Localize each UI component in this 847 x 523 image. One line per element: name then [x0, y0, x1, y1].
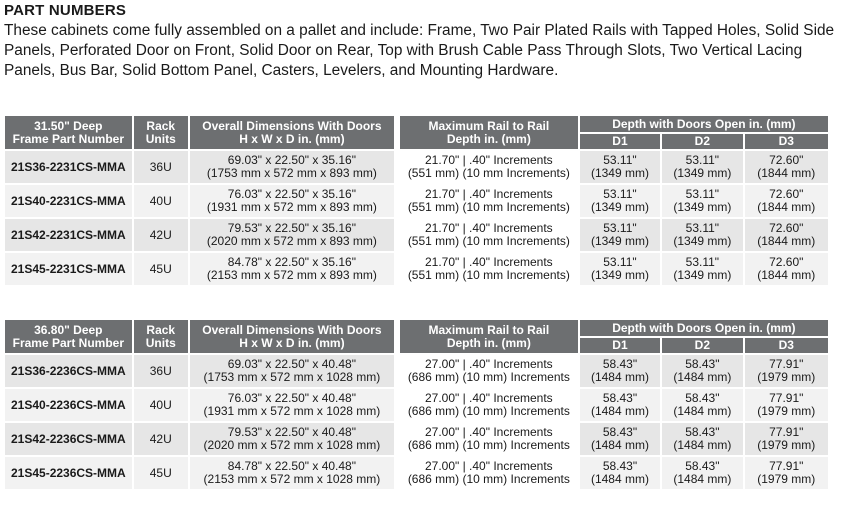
header-depth-doors-open: Depth with Doors Open in. (mm): [580, 320, 828, 338]
line-2: (686 mm) (10 mm) Increments: [407, 472, 570, 486]
line-1: 53.11": [685, 153, 720, 167]
d2-cell: [662, 253, 744, 287]
header-overall-dimensions: [190, 320, 396, 355]
line-1: 53.11": [603, 153, 637, 167]
line-2: (1349 mm): [673, 234, 732, 248]
dimensions-cell: [190, 253, 396, 287]
table-row: [5, 185, 828, 219]
line-1: 21.70" | .40" Increments: [424, 187, 553, 201]
line-1: 27.00" | .40" Increments: [424, 425, 553, 439]
line-2: (1979 mm): [757, 472, 816, 486]
dimensions-cell: [190, 219, 396, 253]
rail-depth-cell: [400, 389, 580, 423]
line-1: Overall Dimensions With Doors: [202, 322, 382, 337]
line-1: 27.00" | .40" Increments: [424, 459, 553, 473]
line-2: (1349 mm): [673, 200, 732, 214]
d3-cell: [745, 389, 828, 423]
line-2: (2153 mm x 572 mm x 1028 mm): [203, 472, 381, 486]
part-number-cell: 21S40-2236CS-MMA: [5, 389, 134, 423]
line-2: (1349 mm): [590, 234, 649, 248]
d3-cell: [745, 457, 828, 491]
line-2: (1349 mm): [590, 166, 649, 180]
line-1: 72.60": [769, 187, 804, 201]
header-d1: D1: [580, 134, 662, 151]
line-1: 58.43": [685, 425, 720, 439]
part-number-cell: 21S42-2231CS-MMA: [5, 219, 134, 253]
line-1: 72.60": [769, 221, 804, 235]
d2-cell: [662, 185, 744, 219]
line-2: (1844 mm): [757, 166, 816, 180]
line-1: 31.50" Deep: [34, 118, 103, 133]
part-number-cell: 21S45-2236CS-MMA: [5, 457, 134, 491]
line-1: 69.03" x 22.50" x 40.48": [227, 357, 356, 371]
line-2: (686 mm) (10 mm) Increments: [407, 370, 570, 384]
line-1: Overall Dimensions With Doors: [202, 118, 382, 133]
table-row: [5, 219, 828, 253]
line-1: Rack: [146, 118, 176, 133]
line-1: 58.43": [685, 459, 720, 473]
line-2: (1753 mm x 572 mm x 1028 mm): [203, 370, 381, 384]
line-2: (1844 mm): [757, 234, 816, 248]
line-1: 53.11": [685, 255, 720, 269]
header-max-rail-depth: [400, 116, 580, 151]
d2-cell: [662, 457, 744, 491]
line-2: (1844 mm): [757, 200, 816, 214]
line-1: 53.11": [685, 187, 720, 201]
d3-cell: [745, 423, 828, 457]
line-2: (551 mm) (10 mm Increments): [407, 166, 570, 180]
rail-depth-cell: [400, 457, 580, 491]
line-2: (1844 mm): [757, 268, 816, 282]
line-1: 58.43": [602, 459, 638, 473]
line-2: (1484 mm): [673, 404, 732, 418]
line-2: (1979 mm): [757, 438, 816, 452]
d2-cell: [662, 355, 744, 389]
d1-cell: [580, 355, 662, 389]
dimensions-cell: [190, 185, 396, 219]
d1-cell: [580, 389, 662, 423]
spec-table-1: [5, 116, 828, 287]
line-2: (551 mm) (10 mm Increments): [407, 268, 570, 282]
line-1: 53.11": [603, 187, 637, 201]
line-1: 84.78" x 22.50" x 40.48": [227, 459, 356, 473]
line-2: (686 mm) (10 mm) Increments: [407, 438, 570, 452]
dimensions-cell: [190, 389, 396, 423]
part-number-cell: 21S45-2231CS-MMA: [5, 253, 134, 287]
header-rack-units: [134, 116, 190, 151]
header-d2: D2: [662, 134, 744, 151]
line-1: 77.91": [769, 459, 804, 473]
line-2: (1753 mm x 572 mm x 893 mm): [206, 166, 377, 180]
line-1: 58.43": [602, 357, 638, 371]
dimensions-cell: [190, 151, 396, 185]
d2-cell: [662, 423, 744, 457]
header-d2: D2: [662, 338, 744, 355]
line-1: 72.60": [769, 153, 804, 167]
line-1: 36.80" Deep: [34, 322, 103, 337]
rack-units-cell: 42U: [134, 423, 190, 457]
d1-cell: [580, 219, 662, 253]
line-2: (1484 mm): [590, 370, 649, 384]
line-1: Maximum Rail to Rail: [428, 322, 550, 337]
line-2: (551 mm) (10 mm Increments): [407, 200, 570, 214]
line-2: (1484 mm): [673, 370, 732, 384]
rail-depth-cell: [400, 185, 580, 219]
line-2: (1349 mm): [673, 268, 732, 282]
d3-cell: [745, 219, 828, 253]
line-1: 77.91": [769, 425, 804, 439]
d1-cell: [580, 185, 662, 219]
d1-cell: [580, 423, 662, 457]
table-row: [5, 423, 828, 457]
line-2: (686 mm) (10 mm) Increments: [407, 404, 570, 418]
rail-depth-cell: [400, 219, 580, 253]
d2-cell: [662, 389, 744, 423]
line-1: 58.43": [602, 425, 638, 439]
rack-units-cell: 45U: [134, 457, 190, 491]
part-number-cell: 21S42-2236CS-MMA: [5, 423, 134, 457]
line-2: (1349 mm): [590, 268, 649, 282]
line-2: (1484 mm): [590, 404, 649, 418]
d2-cell: [662, 151, 744, 185]
line-1: Maximum Rail to Rail: [428, 118, 550, 133]
rail-depth-cell: [400, 355, 580, 389]
header-overall-dimensions: [190, 116, 396, 151]
table-row: [5, 151, 828, 185]
rail-depth-cell: [400, 423, 580, 457]
d1-cell: [580, 151, 662, 185]
line-2: (1484 mm): [590, 472, 649, 486]
line-1: 72.60": [769, 255, 804, 269]
rack-units-cell: 42U: [134, 219, 190, 253]
intro-paragraph: These cabinets come fully assembled on a pallet and include: Frame, Two Pair Plated Rails with Tapped Holes, Solid Side Panels, Perforated Door on Front, Solid Door on Rear, Top with Brush Cable Pass Through Slots, Two Vertical Lacing Panels, Bus Bar, Solid Bottom Panel, Casters, Levelers, and Mounting Hardware.: [4, 22, 835, 79]
line-1: 27.00" | .40" Increments: [424, 357, 553, 371]
dimensions-cell: [190, 355, 396, 389]
part-number-cell: 21S36-2236CS-MMA: [5, 355, 134, 389]
header-row: [5, 116, 828, 134]
d3-cell: [745, 151, 828, 185]
part-number-cell: 21S40-2231CS-MMA: [5, 185, 134, 219]
line-2: (2020 mm x 572 mm x 893 mm): [206, 234, 377, 248]
line-1: 21.70" | .40" Increments: [424, 255, 553, 269]
line-1: 53.11": [685, 221, 720, 235]
header-part-number: [5, 116, 134, 151]
dimensions-cell: [190, 457, 396, 491]
header-row: [5, 320, 828, 338]
header-max-rail-depth: [400, 320, 580, 355]
line-2: (1979 mm): [757, 404, 816, 418]
line-1: 69.03" x 22.50" x 35.16": [227, 153, 356, 167]
line-2: Depth in. (mm): [446, 335, 531, 350]
line-2: Units: [145, 131, 176, 146]
header-rack-units: [134, 320, 190, 355]
header-depth-doors-open: Depth with Doors Open in. (mm): [580, 116, 828, 134]
table-row: [5, 355, 828, 389]
line-2: (2153 mm x 572 mm x 893 mm): [206, 268, 377, 282]
line-2: Units: [145, 335, 176, 350]
header-d1: D1: [580, 338, 662, 355]
line-1: 77.91": [769, 357, 804, 371]
line-2: Frame Part Number: [12, 335, 124, 350]
line-1: 21.70" | .40" Increments: [424, 153, 553, 167]
line-2: Frame Part Number: [12, 131, 124, 146]
line-2: (1349 mm): [673, 166, 732, 180]
spec-table-2: [5, 320, 828, 491]
line-1: Rack: [146, 322, 176, 337]
line-2: Depth in. (mm): [446, 131, 531, 146]
line-2: (1931 mm x 572 mm x 893 mm): [206, 200, 377, 214]
line-1: 27.00" | .40" Increments: [424, 391, 553, 405]
page-title: PART NUMBERS: [4, 2, 127, 19]
rack-units-cell: 40U: [134, 389, 190, 423]
part-number-cell: 21S36-2231CS-MMA: [5, 151, 134, 185]
line-1: 58.43": [602, 391, 638, 405]
line-1: 53.11": [603, 221, 637, 235]
d2-cell: [662, 219, 744, 253]
rack-units-cell: 45U: [134, 253, 190, 287]
line-2: (1484 mm): [590, 438, 649, 452]
line-1: 58.43": [685, 391, 720, 405]
header-part-number: [5, 320, 134, 355]
header-d3: D3: [745, 134, 828, 151]
rail-depth-cell: [400, 253, 580, 287]
line-2: (1484 mm): [673, 472, 732, 486]
line-1: 21.70" | .40" Increments: [424, 221, 553, 235]
line-1: 76.03" x 22.50" x 35.16": [227, 187, 356, 201]
dimensions-cell: [190, 423, 396, 457]
rail-depth-cell: [400, 151, 580, 185]
d3-cell: [745, 355, 828, 389]
line-1: 79.53" x 22.50" x 35.16": [227, 221, 356, 235]
line-1: 79.53" x 22.50" x 40.48": [227, 425, 356, 439]
line-1: 53.11": [603, 255, 637, 269]
d3-cell: [745, 185, 828, 219]
line-1: 77.91": [769, 391, 804, 405]
rack-units-cell: 36U: [134, 355, 190, 389]
rack-units-cell: 40U: [134, 185, 190, 219]
line-2: (1931 mm x 572 mm x 1028 mm): [203, 404, 381, 418]
table-row: [5, 457, 828, 491]
line-1: 76.03" x 22.50" x 40.48": [227, 391, 356, 405]
header-d3: D3: [745, 338, 828, 355]
d3-cell: [745, 253, 828, 287]
line-1: 58.43": [685, 357, 720, 371]
d1-cell: [580, 457, 662, 491]
table-row: [5, 389, 828, 423]
line-2: (1484 mm): [673, 438, 732, 452]
table-row: [5, 253, 828, 287]
line-2: (551 mm) (10 mm Increments): [407, 234, 570, 248]
line-1: 84.78" x 22.50" x 35.16": [227, 255, 356, 269]
rack-units-cell: 36U: [134, 151, 190, 185]
line-2: H x W x D in. (mm): [239, 335, 345, 350]
d1-cell: [580, 253, 662, 287]
line-2: (2020 mm x 572 mm x 1028 mm): [203, 438, 381, 452]
line-2: H x W x D in. (mm): [239, 131, 345, 146]
line-2: (1349 mm): [590, 200, 649, 214]
line-2: (1979 mm): [757, 370, 816, 384]
